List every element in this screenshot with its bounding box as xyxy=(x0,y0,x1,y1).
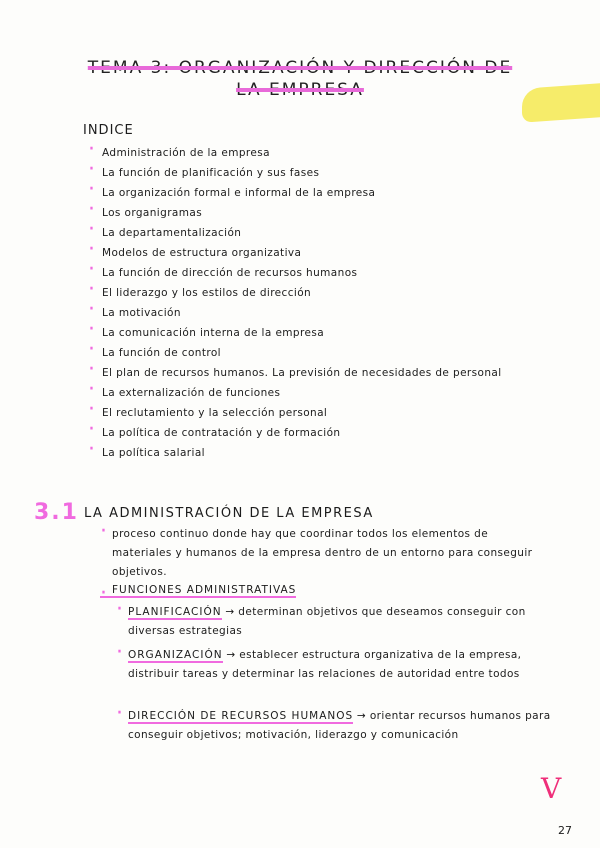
function-term: DIRECCIÓN DE RECURSOS HUMANOS xyxy=(128,710,354,722)
bullet-icon: · xyxy=(100,581,108,606)
bullet-icon: · xyxy=(116,597,124,622)
function-desc: → establecer estructura organizativa de la empresa, distribuir tareas y determinar las relaciones de autoridad entre todos xyxy=(128,649,522,680)
function-item-organizacion xyxy=(116,640,558,684)
bullet-icon: · xyxy=(116,701,124,726)
section-title: LA ADMINISTRACIÓN DE LA EMPRESA xyxy=(84,506,374,521)
index-item: · Modelos de estructura organizativa xyxy=(88,243,558,263)
index-list xyxy=(88,143,558,463)
index-item: · La departamentalización xyxy=(88,223,558,243)
page-number: 27 xyxy=(558,824,572,837)
index-heading: INDICE xyxy=(83,123,134,138)
function-desc: → determinan objetivos que deseamos conseguir con diversas estrategias xyxy=(128,606,526,637)
functions-heading xyxy=(100,581,297,606)
sticky-note-tab xyxy=(522,83,600,122)
section-number: 3.1 xyxy=(34,500,79,525)
intro-text: proceso continuo donde hay que coordinar todos los elementos de materiales y humanos de la empresa dentro de un entorno para conseguir objetivos. xyxy=(112,528,533,578)
index-item: · La función de planificación y sus fases xyxy=(88,163,558,183)
function-desc: → orientar recursos humanos para conseguir objetivos; motivación, liderazgo y comunicación xyxy=(128,710,551,741)
index-item: · La política de contratación y de formación xyxy=(88,423,558,443)
section-intro xyxy=(100,519,542,582)
bullet-icon: · xyxy=(116,640,124,665)
index-item: · Los organigramas xyxy=(88,203,558,223)
index-item: · La función de dirección de recursos humanos xyxy=(88,263,558,283)
index-item: · La motivación xyxy=(88,303,558,323)
function-term: ORGANIZACIÓN xyxy=(128,649,223,661)
function-item-planificacion xyxy=(116,597,558,641)
index-item: · Administración de la empresa xyxy=(88,143,558,163)
index-item: · La política salarial xyxy=(88,443,558,463)
page-title-line-2: LA EMPRESA xyxy=(236,80,364,100)
function-term: PLANIFICACIÓN xyxy=(128,606,222,618)
index-item: · El liderazgo y los estilos de dirección xyxy=(88,283,558,303)
index-item: · El plan de recursos humanos. La previsión de necesidades de personal xyxy=(88,363,558,383)
bullet-icon: · xyxy=(100,519,108,544)
function-item-direccion xyxy=(116,701,558,745)
margin-check-mark: V xyxy=(541,772,562,805)
index-item: · La función de control xyxy=(88,343,558,363)
index-item: · La externalización de funciones xyxy=(88,383,558,403)
index-item: · El reclutamiento y la selección personal xyxy=(88,403,558,423)
functions-heading-text: FUNCIONES ADMINISTRATIVAS xyxy=(112,584,297,596)
page-title-line-1: TEMA 3: ORGANIZACIÓN Y DIRECCIÓN DE xyxy=(87,58,513,78)
index-item: · La comunicación interna de la empresa xyxy=(88,323,558,343)
index-item: · La organización formal e informal de la empresa xyxy=(88,183,558,203)
